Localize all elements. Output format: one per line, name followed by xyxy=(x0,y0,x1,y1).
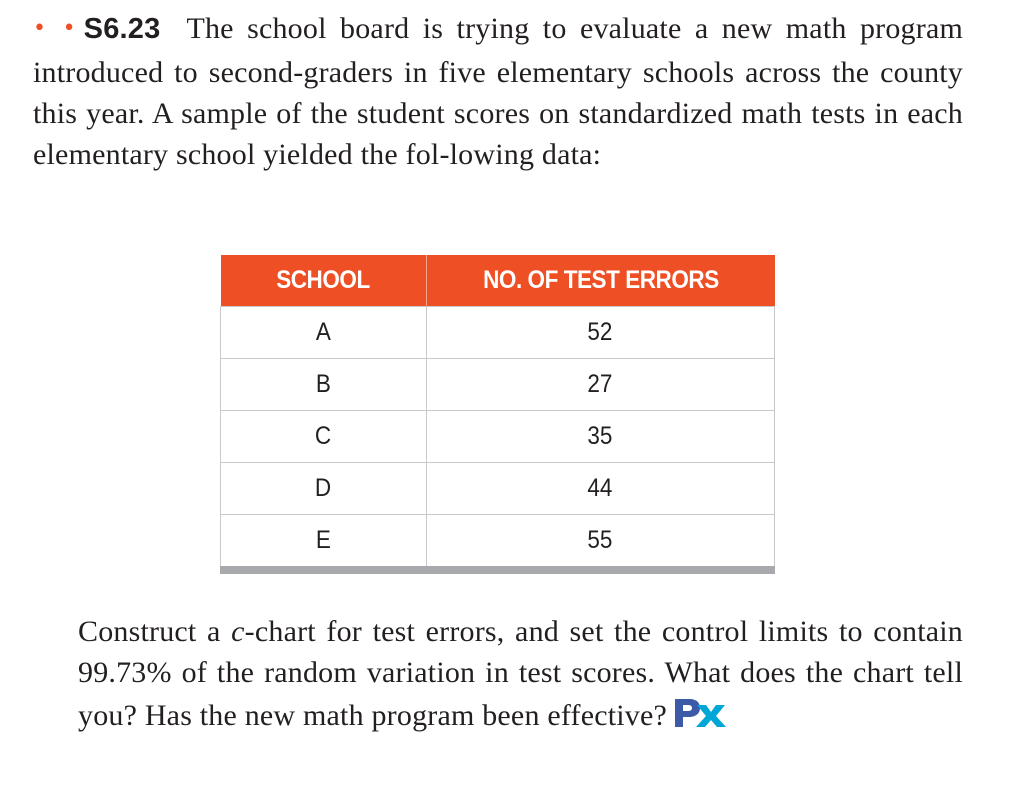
data-table xyxy=(220,255,775,574)
header-test-errors: NO. OF TEST ERRORS xyxy=(426,255,775,307)
errors-cell: 55 xyxy=(426,515,775,571)
school-cell: E xyxy=(221,515,427,571)
errors-cell: 52 xyxy=(426,307,775,359)
table-row xyxy=(221,463,775,515)
difficulty-dots: • • xyxy=(33,16,78,41)
school-cell: C xyxy=(221,411,427,463)
problem-number: S6.23 xyxy=(83,13,161,45)
question-c-italic: c xyxy=(231,615,245,648)
table-row xyxy=(221,411,775,463)
table-header-row xyxy=(221,255,775,307)
errors-cell: 27 xyxy=(426,359,775,411)
table-row xyxy=(221,515,775,571)
header-school: SCHOOL xyxy=(221,255,427,307)
problem-text: The school board is trying to evaluate a new math program introduced to second-graders in five elementary schools across the county this year. A sample of the student scores on standardized math tests in each elementary school yielded the fol-lowing data: xyxy=(33,12,963,171)
question-part-1: Construct a xyxy=(78,615,232,648)
table-row xyxy=(221,359,775,411)
px-icon-graphic xyxy=(673,697,729,729)
px-icon[interactable] xyxy=(673,697,729,740)
problem-intro xyxy=(33,8,963,175)
question-text xyxy=(78,611,963,736)
school-cell: D xyxy=(221,463,427,515)
errors-cell: 44 xyxy=(426,463,775,515)
school-cell: B xyxy=(221,359,427,411)
question-part-2: -chart for test errors, and set the control limits to contain 99.73% of the random variation in test scores. What does the chart tell you? Has the new math program been effective? xyxy=(78,615,963,732)
school-cell: A xyxy=(221,307,427,359)
errors-cell: 35 xyxy=(426,411,775,463)
table-row xyxy=(221,307,775,359)
